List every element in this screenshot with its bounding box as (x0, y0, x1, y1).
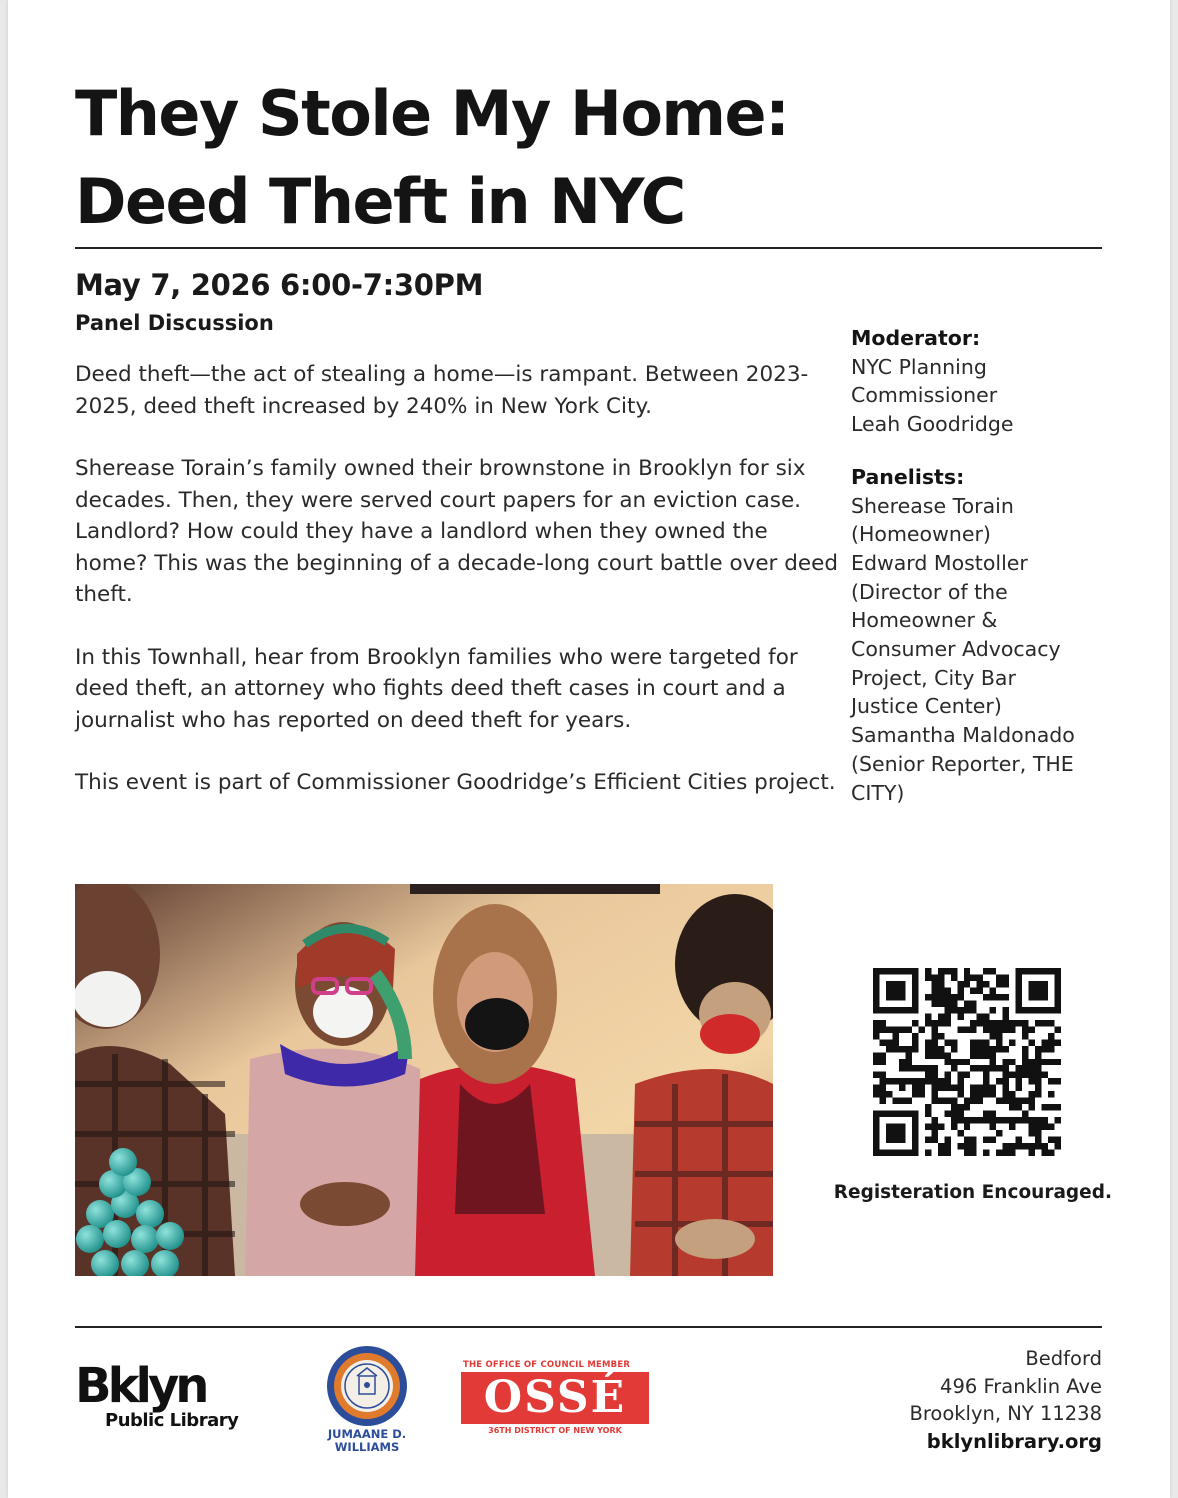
event-description (75, 359, 845, 830)
speakers-sidebar (851, 324, 1111, 807)
panelist-line: CITY) (851, 780, 905, 805)
top-divider (75, 247, 1102, 249)
council-district: 36TH DISTRICT OF NEW YORK (488, 1426, 622, 1435)
panelists-heading: Panelists: (851, 464, 965, 489)
advocate-name-line: WILLIAMS (334, 1440, 400, 1454)
moderator-line: NYC Planning (851, 354, 987, 379)
description-paragraph: In this Townhall, hear from Brooklyn families who were targeted for deed theft, an attorney who fights deed theft cases in court and a journalist who has reported on deed theft for years. (75, 644, 798, 733)
panelist-line: Sherease Torain (851, 493, 1014, 518)
panelist-line: (Homeowner) (851, 522, 991, 547)
public-advocate-logo (312, 1344, 422, 1456)
panelist-line: Consumer Advocacy (851, 637, 1061, 662)
moderator-heading: Moderator: (851, 326, 981, 350)
panelist-line: Project, City Bar (851, 665, 1016, 690)
qr-code-icon[interactable] (873, 968, 1061, 1156)
svg-text:Public Library: Public Library (105, 1410, 239, 1431)
description-paragraph: Deed theft—the act of stealing a home—is rampant. Between 2023-2025, deed theft increased by 240% in New York City. (75, 362, 809, 419)
council-office-label: THE OFFICE OF COUNCIL MEMBER (463, 1360, 631, 1370)
council-name: OSSÉ (483, 1372, 627, 1423)
description-paragraph: This event is part of Commissioner Goodridge’s Efficient Cities project. (75, 770, 836, 795)
panelist-line: Samantha Maldonado (851, 723, 1075, 748)
event-photo (75, 884, 773, 1276)
description-paragraph: Sherease Torain’s family owned their brownstone in Brooklyn for six decades. Then, they were served court papers for an eviction case. Landlord? How could they have a landlord when they owned the home? This was the beginning of a decade-long court battle over deed theft. (75, 456, 838, 607)
street-address: 496 Franklin Ave (940, 1374, 1102, 1398)
website-link[interactable]: bklynlibrary.org (926, 1429, 1102, 1453)
panelist-line: (Senior Reporter, THE (851, 751, 1074, 776)
moderator-line: Commissioner (851, 383, 998, 408)
branch-name: Bedford (1025, 1347, 1102, 1370)
moderator-line: Leah Goodridge (851, 412, 1014, 437)
advocate-name-line: JUMAANE D. (327, 1427, 407, 1441)
city-state-zip: Brooklyn, NY 11238 (909, 1402, 1102, 1425)
venue-address (868, 1345, 1102, 1455)
svg-text:Bklyn: Bklyn (75, 1360, 206, 1414)
registration-note: Registeration Encouraged. (833, 1182, 1112, 1203)
title-line-2: Deed Theft in NYC (75, 165, 685, 238)
council-member-osse-logo (461, 1360, 651, 1440)
panelist-line: (Director of the (851, 579, 1008, 604)
event-title (75, 70, 975, 246)
event-format: Panel Discussion (75, 311, 274, 335)
brooklyn-public-library-logo (75, 1360, 275, 1436)
title-line-1: They Stole My Home: (75, 77, 789, 150)
event-date-time: May 7, 2026 6:00-7:30PM (75, 268, 484, 302)
footer-divider (75, 1326, 1102, 1328)
flyer-page (8, 0, 1170, 1498)
panelist-line: Homeowner & (851, 608, 998, 633)
panelist-line: Justice Center) (851, 694, 1002, 719)
panelist-line: Edward Mostoller (851, 550, 1028, 575)
